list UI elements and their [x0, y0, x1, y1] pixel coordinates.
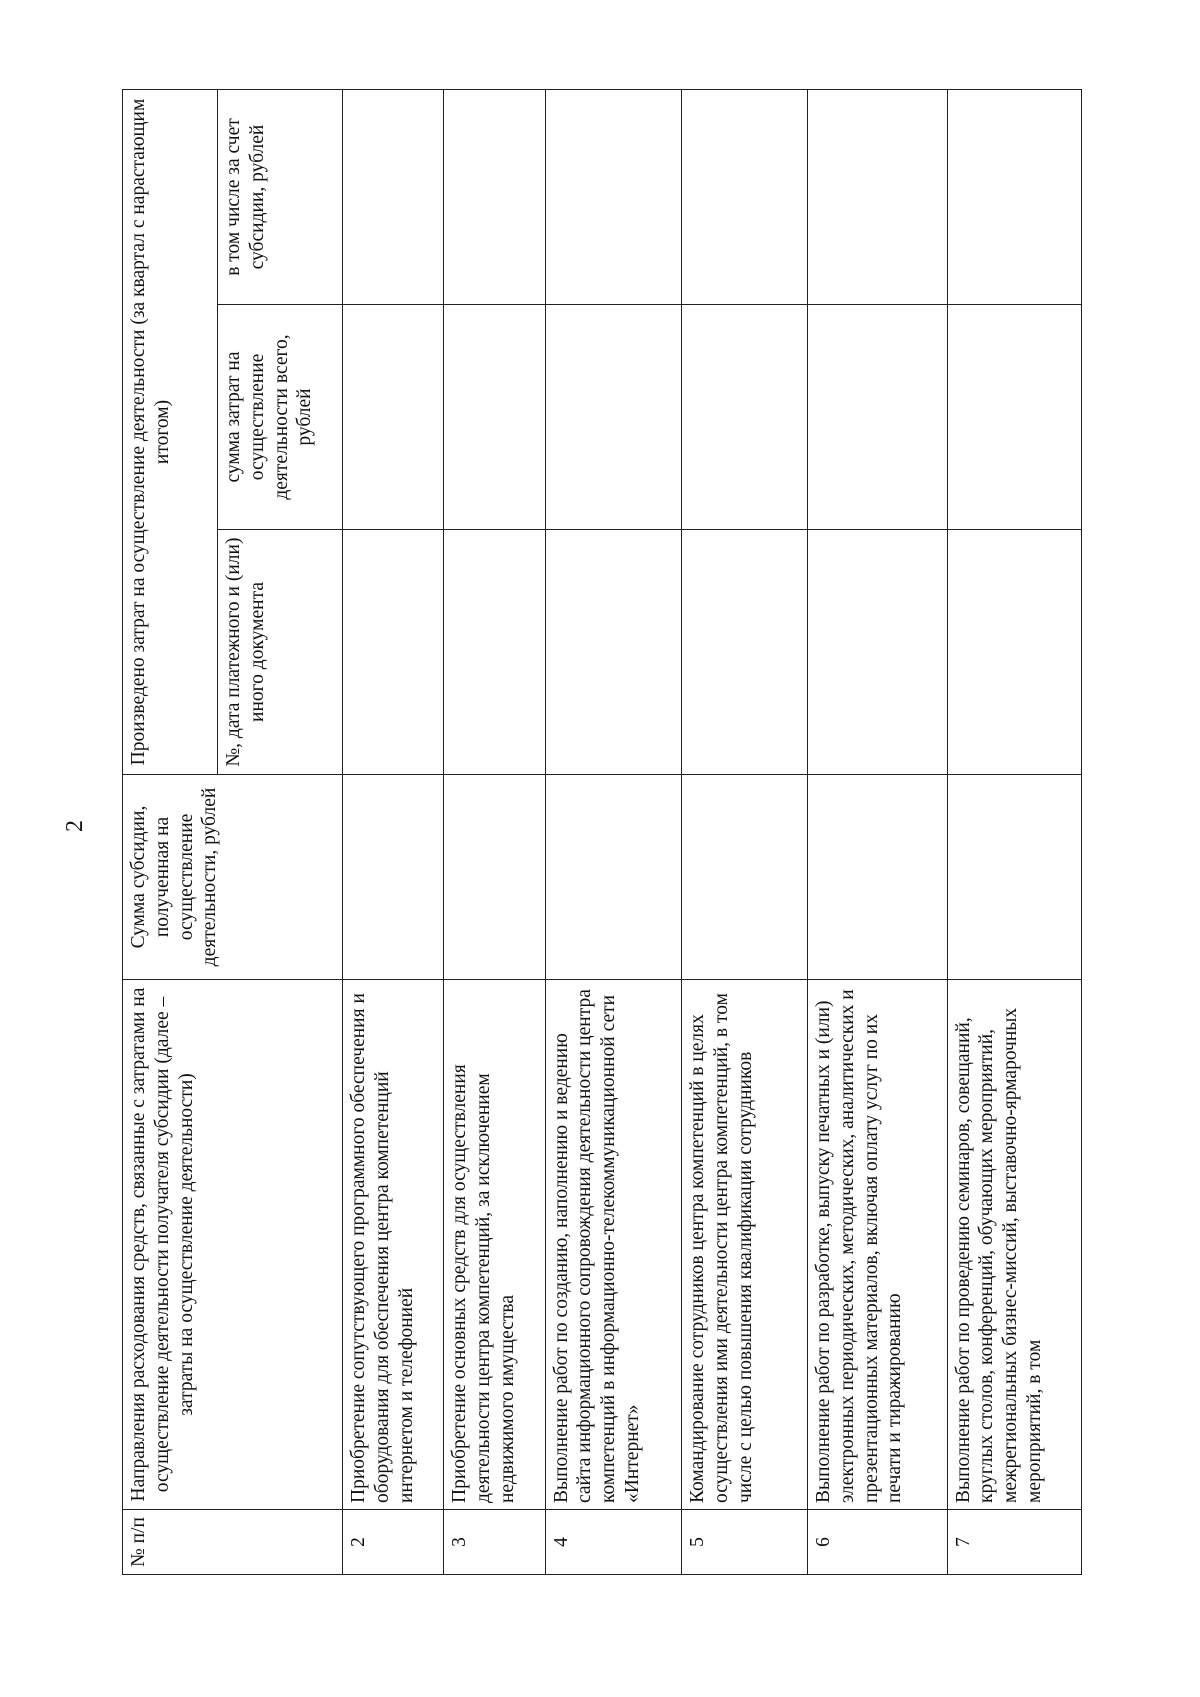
- row-subsidy-part-cell: [545, 90, 681, 305]
- header-doc-number: №, дата платежного и (или) иного документа: [218, 530, 343, 775]
- row-direction: Командирование сотрудников центра компетенций в целях осуществления ими деятельности центра компетенций, в том числе с целью повышения квалификации сотрудников: [681, 980, 807, 1510]
- table-row: [681, 90, 807, 1575]
- table-row: [947, 90, 1081, 1575]
- table-row: [545, 90, 681, 1575]
- row-num: 3: [444, 1510, 545, 1575]
- row-subsidy-part-cell: [343, 90, 444, 305]
- row-direction: Выполнение работ по созданию, наполнению и ведению сайта информационного сопровождения деятельности центра компетенций в информационно-телекоммуникационной сети «Интернет»: [545, 980, 681, 1510]
- row-num: 2: [343, 1510, 444, 1575]
- row-subsidy-sum-cell: [343, 775, 444, 980]
- row-total-costs-cell: [343, 305, 444, 530]
- table-row: [808, 90, 948, 1575]
- row-total-costs-cell: [808, 305, 948, 530]
- header-produced-costs: Произведено затрат на осуществление деятельности (за квартал с нарастающим итогом): [123, 90, 218, 775]
- row-doc-number-cell: [343, 530, 444, 775]
- rotated-table-wrapper: [122, 90, 1082, 1575]
- header-num: № п/п: [123, 1510, 343, 1575]
- row-subsidy-part-cell: [808, 90, 948, 305]
- row-total-costs-cell: [444, 305, 545, 530]
- row-subsidy-sum-cell: [808, 775, 948, 980]
- row-subsidy-part-cell: [681, 90, 807, 305]
- row-total-costs-cell: [947, 305, 1081, 530]
- header-subsidy-sum: Сумма субсидии, полученная на осуществление деятельности, рублей: [123, 775, 343, 980]
- row-subsidy-part-cell: [947, 90, 1081, 305]
- row-direction: Приобретение основных средств для осуществления деятельности центра компетенций, за исключением недвижимого имущества: [444, 980, 545, 1510]
- row-num: 6: [808, 1510, 948, 1575]
- row-doc-number-cell: [545, 530, 681, 775]
- header-subsidy-part: в том числе за счет субсидии, рублей: [218, 90, 343, 305]
- row-subsidy-sum-cell: [681, 775, 807, 980]
- row-direction: Выполнение работ по разработке, выпуску печатных и (или) электронных периодических, методических, аналитических и презентационных материалов, включая оплату услуг по их печати и тиражированию: [808, 980, 948, 1510]
- row-num: 5: [681, 1510, 807, 1575]
- row-subsidy-sum-cell: [545, 775, 681, 980]
- header-total-costs: сумма затрат на осуществление деятельности всего, рублей: [218, 305, 343, 530]
- row-direction: Выполнение работ по проведению семинаров, совещаний, круглых столов, конференций, обучающих мероприятий, межрегиональных бизнес-миссий, выставочно-ярмарочных мероприятий, в том: [947, 980, 1081, 1510]
- row-subsidy-sum-cell: [444, 775, 545, 980]
- header-direction: Направления расходования средств, связанные с затратами на осуществление деятельности получателя субсидии (далее – затраты на осуществление деятельности): [123, 980, 343, 1510]
- row-subsidy-sum-cell: [947, 775, 1081, 980]
- row-doc-number-cell: [808, 530, 948, 775]
- row-num: 4: [545, 1510, 681, 1575]
- row-num: 7: [947, 1510, 1081, 1575]
- row-doc-number-cell: [681, 530, 807, 775]
- row-subsidy-part-cell: [444, 90, 545, 305]
- row-direction: Приобретение сопутствующего программного обеспечения и оборудования для обеспечения центра компетенций интернетом и телефонией: [343, 980, 444, 1510]
- row-total-costs-cell: [545, 305, 681, 530]
- row-total-costs-cell: [681, 305, 807, 530]
- expenses-table: [122, 89, 1082, 1575]
- table-row: [343, 90, 444, 1575]
- row-doc-number-cell: [444, 530, 545, 775]
- table-row: [444, 90, 545, 1575]
- row-doc-number-cell: [947, 530, 1081, 775]
- page-number: 2: [62, 820, 88, 832]
